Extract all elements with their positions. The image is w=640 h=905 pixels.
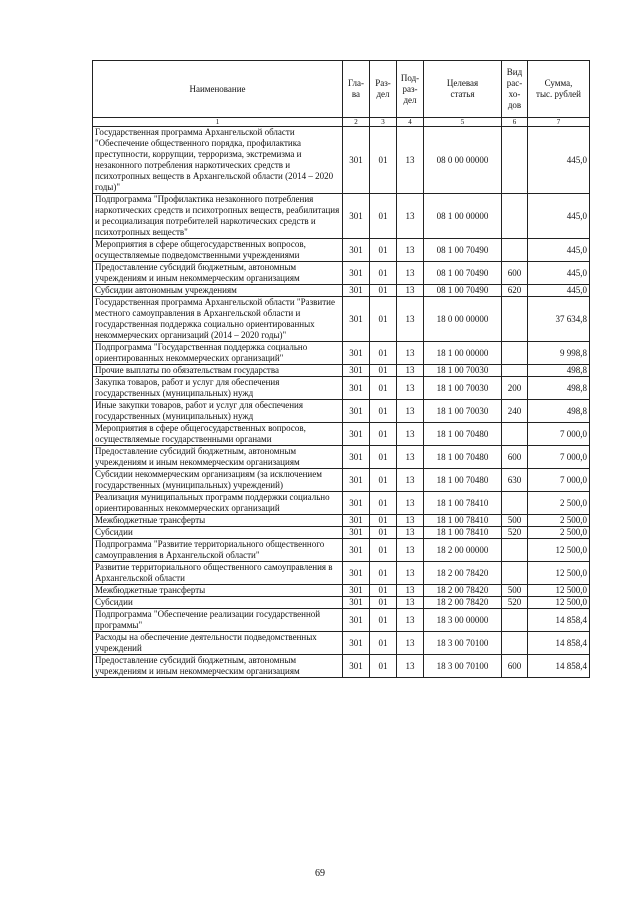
row-statya-cell: 18 1 00 70030 [424, 377, 502, 400]
row-name-cell: Государственная программа Архангельской области "Развитие местного самоуправления в Архангельской области и государственная поддержка социально ориентированных некоммерческих организаций (2014 – 2020 годы)" [93, 297, 343, 342]
row-name-cell: Закупка товаров, работ и услуг для обеспечения государственных (муниципальных) нужд [93, 377, 343, 400]
column-number-row [93, 118, 590, 127]
row-vid-cell [502, 365, 528, 377]
row-name-cell: Подпрограмма "Обеспечение реализации государственной программы" [93, 609, 343, 632]
table-row [93, 597, 590, 609]
header-podrazdel: Под- раз- дел [397, 61, 424, 118]
row-name-cell: Мероприятия в сфере общегосударственных вопросов, осуществляемые государственными органами [93, 423, 343, 446]
row-name-cell: Реализация муниципальных программ поддержки социально ориентированных некоммерческих организаций [93, 492, 343, 515]
row-name-cell: Расходы на обеспечение деятельности подведомственных учреждений [93, 632, 343, 655]
row-summa-cell: 37 634,8 [528, 297, 590, 342]
row-razdel-cell: 01 [370, 400, 397, 423]
row-summa-cell: 2 500,0 [528, 492, 590, 515]
row-statya-cell: 18 3 00 70100 [424, 632, 502, 655]
row-vid-cell [502, 239, 528, 262]
row-name-cell: Субсидии автономным учреждениям [93, 285, 343, 297]
row-vid-cell: 500 [502, 515, 528, 527]
row-name-cell: Подпрограмма "Развитие территориального общественного самоуправления в Архангельской области" [93, 539, 343, 562]
row-razdel-cell: 01 [370, 446, 397, 469]
row-podrazdel-cell: 13 [397, 492, 424, 515]
row-glava-cell: 301 [343, 239, 370, 262]
row-podrazdel-cell: 13 [397, 239, 424, 262]
row-summa-cell: 12 500,0 [528, 562, 590, 585]
table-row [93, 446, 590, 469]
row-glava-cell: 301 [343, 585, 370, 597]
row-statya-cell: 18 1 00 70480 [424, 469, 502, 492]
row-statya-cell: 18 3 00 70100 [424, 655, 502, 678]
row-glava-cell: 301 [343, 539, 370, 562]
row-razdel-cell: 01 [370, 585, 397, 597]
row-summa-cell: 445,0 [528, 285, 590, 297]
table-row [93, 527, 590, 539]
row-razdel-cell: 01 [370, 285, 397, 297]
row-summa-cell: 12 500,0 [528, 585, 590, 597]
row-summa-cell: 14 858,4 [528, 609, 590, 632]
row-vid-cell [502, 562, 528, 585]
row-podrazdel-cell: 13 [397, 597, 424, 609]
row-vid-cell: 520 [502, 527, 528, 539]
row-podrazdel-cell: 13 [397, 365, 424, 377]
table-row [93, 492, 590, 515]
table-row [93, 400, 590, 423]
row-podrazdel-cell: 13 [397, 446, 424, 469]
table-row [93, 262, 590, 285]
row-name-cell: Развитие территориального общественного самоуправления в Архангельской области [93, 562, 343, 585]
row-summa-cell: 7 000,0 [528, 446, 590, 469]
row-glava-cell: 301 [343, 527, 370, 539]
row-vid-cell: 200 [502, 377, 528, 400]
table-row [93, 285, 590, 297]
page-number: 69 [315, 868, 325, 879]
row-podrazdel-cell: 13 [397, 632, 424, 655]
row-summa-cell: 498,8 [528, 400, 590, 423]
row-vid-cell [502, 609, 528, 632]
row-glava-cell: 301 [343, 515, 370, 527]
column-number: 3 [370, 118, 397, 127]
row-vid-cell: 620 [502, 285, 528, 297]
row-statya-cell: 18 1 00 70480 [424, 423, 502, 446]
row-razdel-cell: 01 [370, 377, 397, 400]
table-row [93, 469, 590, 492]
row-name-cell: Государственная программа Архангельской области "Обеспечение общественного порядка, профилактика преступности, коррупции, терроризма, экстремизма и незаконного потребления наркотических средств и психотропных веществ в Архангельской области (2014 – 2020 годы)" [93, 127, 343, 194]
row-razdel-cell: 01 [370, 632, 397, 655]
table-row [93, 515, 590, 527]
row-statya-cell: 18 1 00 70030 [424, 400, 502, 423]
column-number: 7 [528, 118, 590, 127]
column-number: 4 [397, 118, 424, 127]
row-name-cell: Иные закупки товаров, работ и услуг для обеспечения государственных (муниципальных) нужд [93, 400, 343, 423]
row-summa-cell: 7 000,0 [528, 469, 590, 492]
row-glava-cell: 301 [343, 562, 370, 585]
row-statya-cell: 18 0 00 00000 [424, 297, 502, 342]
row-vid-cell [502, 342, 528, 365]
row-podrazdel-cell: 13 [397, 194, 424, 239]
row-podrazdel-cell: 13 [397, 469, 424, 492]
row-vid-cell [502, 539, 528, 562]
table-row [93, 194, 590, 239]
row-name-cell: Прочие выплаты по обязательствам государства [93, 365, 343, 377]
header-glava: Гла- ва [343, 61, 370, 118]
header-name: Наименование [93, 61, 343, 118]
row-summa-cell: 445,0 [528, 194, 590, 239]
row-summa-cell: 12 500,0 [528, 539, 590, 562]
row-glava-cell: 301 [343, 423, 370, 446]
row-glava-cell: 301 [343, 297, 370, 342]
header-razdel: Раз- дел [370, 61, 397, 118]
header-summa: Сумма, тыс. рублей [528, 61, 590, 118]
row-summa-cell: 2 500,0 [528, 527, 590, 539]
row-glava-cell: 301 [343, 655, 370, 678]
row-summa-cell: 12 500,0 [528, 597, 590, 609]
row-vid-cell [502, 632, 528, 655]
table-header-row [93, 61, 590, 118]
row-statya-cell: 18 1 00 70030 [424, 365, 502, 377]
row-vid-cell [502, 297, 528, 342]
row-glava-cell: 301 [343, 597, 370, 609]
row-name-cell: Субсидии некоммерческим организациям (за исключением государственных (муниципальных) учреждений) [93, 469, 343, 492]
table-row [93, 342, 590, 365]
row-razdel-cell: 01 [370, 597, 397, 609]
row-glava-cell: 301 [343, 262, 370, 285]
row-glava-cell: 301 [343, 342, 370, 365]
row-statya-cell: 18 1 00 78410 [424, 515, 502, 527]
row-name-cell: Предоставление субсидий бюджетным, автономным учреждениям и иным некоммерческим организациям [93, 655, 343, 678]
row-statya-cell: 18 3 00 00000 [424, 609, 502, 632]
row-glava-cell: 301 [343, 194, 370, 239]
row-statya-cell: 18 1 00 78410 [424, 527, 502, 539]
row-summa-cell: 9 998,8 [528, 342, 590, 365]
row-name-cell: Межбюджетные трансферты [93, 585, 343, 597]
row-podrazdel-cell: 13 [397, 585, 424, 597]
row-razdel-cell: 01 [370, 469, 397, 492]
row-podrazdel-cell: 13 [397, 342, 424, 365]
row-summa-cell: 498,8 [528, 365, 590, 377]
table-row [93, 297, 590, 342]
row-razdel-cell: 01 [370, 239, 397, 262]
row-statya-cell: 08 1 00 70490 [424, 262, 502, 285]
row-glava-cell: 301 [343, 127, 370, 194]
row-statya-cell: 08 0 00 00000 [424, 127, 502, 194]
row-podrazdel-cell: 13 [397, 297, 424, 342]
row-vid-cell: 600 [502, 655, 528, 678]
row-name-cell: Подпрограмма "Государственная поддержка социально ориентированных некоммерческих организаций" [93, 342, 343, 365]
table-row [93, 562, 590, 585]
row-glava-cell: 301 [343, 365, 370, 377]
row-vid-cell [502, 423, 528, 446]
row-vid-cell [502, 194, 528, 239]
row-razdel-cell: 01 [370, 539, 397, 562]
row-podrazdel-cell: 13 [397, 539, 424, 562]
row-podrazdel-cell: 13 [397, 127, 424, 194]
row-statya-cell: 18 2 00 78420 [424, 585, 502, 597]
row-razdel-cell: 01 [370, 262, 397, 285]
row-vid-cell [502, 127, 528, 194]
row-podrazdel-cell: 13 [397, 285, 424, 297]
row-razdel-cell: 01 [370, 342, 397, 365]
row-glava-cell: 301 [343, 632, 370, 655]
row-vid-cell [502, 492, 528, 515]
row-podrazdel-cell: 13 [397, 423, 424, 446]
row-name-cell: Предоставление субсидий бюджетным, автономным учреждениям и иным некоммерческим организациям [93, 262, 343, 285]
row-name-cell: Предоставление субсидий бюджетным, автономным учреждениям и иным некоммерческим организациям [93, 446, 343, 469]
row-razdel-cell: 01 [370, 492, 397, 515]
table-row [93, 585, 590, 597]
budget-table [92, 60, 590, 678]
row-statya-cell: 08 1 00 00000 [424, 194, 502, 239]
table-row [93, 377, 590, 400]
row-razdel-cell: 01 [370, 515, 397, 527]
row-glava-cell: 301 [343, 285, 370, 297]
header-vid: Вид рас- хо- дов [502, 61, 528, 118]
row-statya-cell: 18 1 00 78410 [424, 492, 502, 515]
header-statya: Целевая статья [424, 61, 502, 118]
row-name-cell: Субсидии [93, 597, 343, 609]
row-podrazdel-cell: 13 [397, 609, 424, 632]
row-vid-cell: 600 [502, 446, 528, 469]
row-razdel-cell: 01 [370, 562, 397, 585]
row-podrazdel-cell: 13 [397, 400, 424, 423]
table-row [93, 655, 590, 678]
row-summa-cell: 498,8 [528, 377, 590, 400]
row-statya-cell: 08 1 00 70490 [424, 285, 502, 297]
column-number: 6 [502, 118, 528, 127]
table-row [93, 365, 590, 377]
row-podrazdel-cell: 13 [397, 655, 424, 678]
row-razdel-cell: 01 [370, 527, 397, 539]
row-statya-cell: 18 2 00 78420 [424, 562, 502, 585]
row-razdel-cell: 01 [370, 423, 397, 446]
row-razdel-cell: 01 [370, 609, 397, 632]
row-vid-cell: 240 [502, 400, 528, 423]
row-razdel-cell: 01 [370, 127, 397, 194]
row-statya-cell: 08 1 00 70490 [424, 239, 502, 262]
row-name-cell: Межбюджетные трансферты [93, 515, 343, 527]
row-name-cell: Подпрограмма "Профилактика незаконного потребления наркотических средств и психотропных веществ, реабилитация и ресоциализация потребителей наркотических средств и психотропных веществ" [93, 194, 343, 239]
table-row [93, 539, 590, 562]
row-summa-cell: 445,0 [528, 127, 590, 194]
row-statya-cell: 18 1 00 70480 [424, 446, 502, 469]
row-podrazdel-cell: 13 [397, 262, 424, 285]
row-vid-cell: 630 [502, 469, 528, 492]
row-razdel-cell: 01 [370, 365, 397, 377]
column-number: 2 [343, 118, 370, 127]
row-glava-cell: 301 [343, 609, 370, 632]
row-glava-cell: 301 [343, 446, 370, 469]
row-glava-cell: 301 [343, 492, 370, 515]
row-razdel-cell: 01 [370, 297, 397, 342]
row-statya-cell: 18 2 00 00000 [424, 539, 502, 562]
row-summa-cell: 2 500,0 [528, 515, 590, 527]
column-number: 1 [93, 118, 343, 127]
row-glava-cell: 301 [343, 377, 370, 400]
row-summa-cell: 14 858,4 [528, 632, 590, 655]
row-podrazdel-cell: 13 [397, 562, 424, 585]
row-summa-cell: 445,0 [528, 262, 590, 285]
row-summa-cell: 7 000,0 [528, 423, 590, 446]
row-statya-cell: 18 1 00 00000 [424, 342, 502, 365]
row-glava-cell: 301 [343, 469, 370, 492]
table-row [93, 632, 590, 655]
row-razdel-cell: 01 [370, 194, 397, 239]
table-row [93, 239, 590, 262]
row-summa-cell: 445,0 [528, 239, 590, 262]
row-vid-cell: 520 [502, 597, 528, 609]
row-vid-cell: 500 [502, 585, 528, 597]
row-podrazdel-cell: 13 [397, 515, 424, 527]
row-glava-cell: 301 [343, 400, 370, 423]
row-name-cell: Мероприятия в сфере общегосударственных вопросов, осуществляемые подведомственными учреждениями [93, 239, 343, 262]
row-vid-cell: 600 [502, 262, 528, 285]
table-row [93, 423, 590, 446]
row-statya-cell: 18 2 00 78420 [424, 597, 502, 609]
row-name-cell: Субсидии [93, 527, 343, 539]
row-razdel-cell: 01 [370, 655, 397, 678]
budget-page [92, 60, 589, 678]
table-row [93, 609, 590, 632]
row-podrazdel-cell: 13 [397, 377, 424, 400]
row-podrazdel-cell: 13 [397, 527, 424, 539]
table-row [93, 127, 590, 194]
column-number: 5 [424, 118, 502, 127]
row-summa-cell: 14 858,4 [528, 655, 590, 678]
